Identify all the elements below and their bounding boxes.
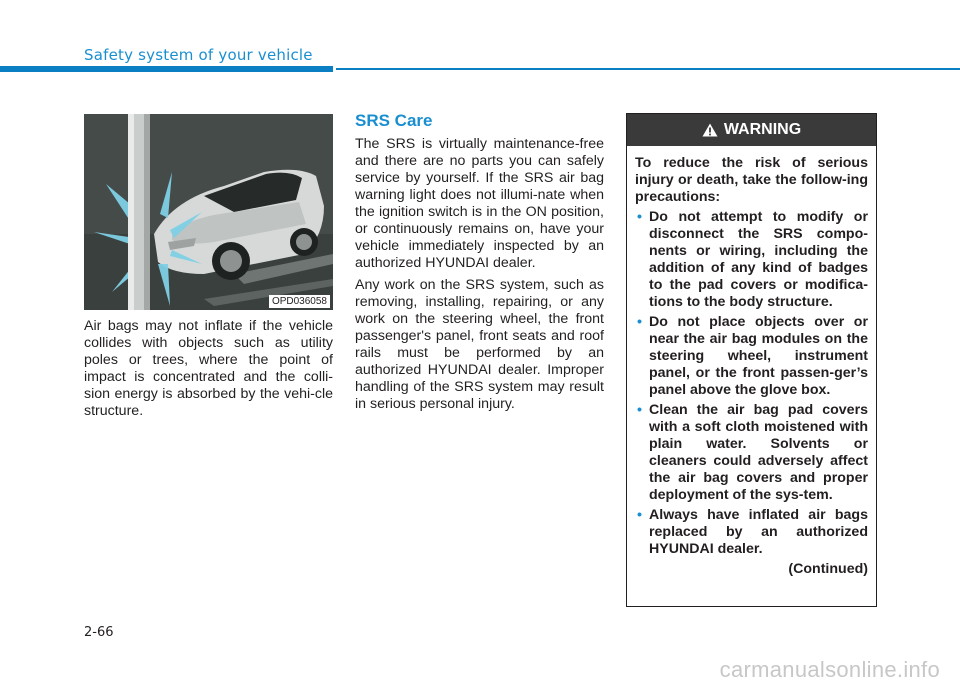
srs-care-text: [355, 136, 604, 413]
warning-header: [627, 114, 876, 146]
srs-care-heading: SRS Care: [355, 111, 433, 130]
warning-list: [635, 209, 868, 558]
warning-triangle-icon: [702, 123, 718, 137]
warning-item-text: Do not place objects over or near the air bag modules on the steering wheel, instrument panel, or the front passen-ger’s panel above the glove box.: [649, 314, 868, 398]
warning-item-text: Always have inflated air bags replaced by an authorized HYUNDAI dealer.: [649, 507, 868, 557]
warning-label: WARNING: [723, 121, 802, 138]
warning-intro: To reduce the risk of serious injury or death, take the follow-ing precautions:: [635, 155, 868, 205]
collision-caption: Air bags may not inflate if the vehicle collides with objects such as utility poles or trees, where the point of impact is concentrated and the colli-sion energy is absorbed by the vehi-cle structure.: [84, 318, 333, 419]
car-hitting-pole-image: [84, 114, 333, 310]
watermark: carmanualsonline.info: [719, 657, 940, 682]
list-item: [635, 507, 868, 558]
warning-item-text: Do not attempt to modify or disconnect the SRS compo-nents or wiring, including the addition of any kind of badges to the pad covers or modifica-tions to the body structure.: [649, 209, 868, 310]
collision-illustration: [84, 114, 333, 310]
srs-care-paragraph: The SRS is virtually maintenance-free and there are no parts you can safely service by yourself. If the SRS air bag warning light does not illumi-nate when the ignition switch is in the ON position, or continuously remains on, have your vehicle immediately inspected by an authorized HYUNDAI dealer.: [355, 136, 604, 271]
bullet-icon: •: [637, 507, 642, 523]
warning-box: [626, 113, 877, 607]
section-header-title: Safety system of your vehicle: [84, 46, 313, 64]
list-item: [635, 209, 868, 311]
warning-body: [627, 146, 876, 578]
header-bar-accent: [0, 66, 333, 72]
page-number: 2-66: [84, 625, 114, 640]
bullet-icon: •: [637, 209, 642, 225]
bullet-icon: •: [637, 402, 642, 418]
figure-code: OPD036058: [269, 295, 330, 308]
list-item: [635, 402, 868, 504]
header-rule: [336, 68, 960, 70]
list-item: [635, 314, 868, 399]
srs-care-paragraph: Any work on the SRS system, such as removing, installing, repairing, or any work on the steering wheel, the front passenger's panel, front seats and roof rails must be performed by an authorized HYUNDAI dealer. Improper handling of the SRS system may result in serious personal injury.: [355, 277, 604, 412]
bullet-icon: •: [637, 314, 642, 330]
warning-item-text: Clean the air bag pad covers with a soft cloth moistened with plain water. Solvents or cleaners could adversely affect the air bag covers and proper deployment of the sys-tem.: [649, 402, 868, 503]
continued-label: (Continued): [788, 561, 868, 577]
